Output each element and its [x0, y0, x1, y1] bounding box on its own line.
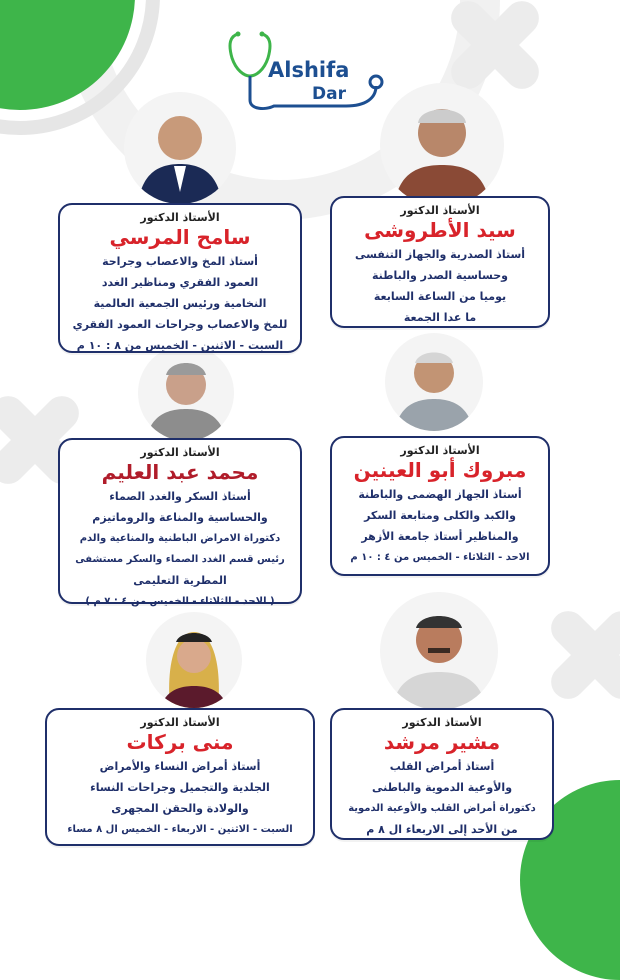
doctor-info-line: المطرية التعليمى — [133, 574, 227, 587]
doctor-title: الأستاذ الدكتور — [400, 444, 480, 457]
doctor-photo — [385, 333, 483, 431]
doctor-info-line: وحساسية الصدر والباطنة — [371, 269, 509, 282]
doctor-card — [45, 708, 315, 846]
doctor-info-line: أستاذ الصدرية والجهاز التنفسى — [354, 248, 526, 261]
doctor-schedule: من الأحد إلى الاربعاء ال ٨ م — [366, 823, 518, 836]
doctor-info-line: أستاذ أمراض النساء والأمراض — [99, 760, 261, 773]
doctor-photo — [380, 83, 504, 207]
doctor-info-line: والولادة والحقن المجهرى — [111, 802, 249, 815]
doctor-info-line: أستاذ المخ والاعصاب وجراحة — [102, 255, 258, 268]
doctor-name: سامح المرسي — [109, 225, 251, 249]
doctor-info-line: والحساسية والمناعة والروماتيزم — [92, 511, 268, 524]
doctor-schedule: السبت - الاثنين - الخميس من ٨ : ١٠ م — [76, 339, 284, 352]
doctor-info-line: والكبد والكلى ومتابعة السكر — [364, 509, 516, 522]
doctor-info-line: رئيس قسم الغدد الصماء والسكر مستشفى — [75, 554, 285, 565]
doctor-info-line: النخامية ورئيس الجمعية العالمية — [93, 297, 267, 310]
doctor-name: محمد عبد العليم — [101, 460, 259, 484]
doctor-card — [330, 708, 554, 840]
doctor-card — [330, 196, 550, 328]
doctor-title: الأستاذ الدكتور — [400, 204, 480, 217]
doctor-title: الأستاذ الدكتور — [140, 211, 220, 224]
doctor-name: مشير مرشد — [383, 730, 501, 754]
doctor-schedule: ( الاحد - الثلاثاء - الخميس من ٤ : ٧ م ) — [85, 596, 275, 607]
doctor-info-line: العمود الفقري ومناظير الغدد — [101, 276, 259, 289]
doctor-info-line: والمناظير أستاذ جامعة الأزهر — [361, 530, 519, 543]
doctor-info-line: أستاذ السكر والغدد الصماء — [109, 490, 251, 503]
doctor-photo — [146, 612, 242, 708]
doctor-info-line: أستاذ الجهاز الهضمى والباطنة — [358, 488, 522, 501]
doctor-name: سيد الأطروشى — [364, 218, 516, 242]
doctor-photo — [138, 345, 234, 441]
doctor-info-line: دكتوراة أمراض القلب والأوعية الدموية — [348, 803, 536, 814]
doctor-title: الأستاذ الدكتور — [140, 446, 220, 459]
doctor-card — [58, 203, 302, 353]
doctor-schedule: الاحد - الثلاثاء - الخميس من ٤ : ١٠ م — [350, 552, 530, 563]
doctor-title: الأستاذ الدكتور — [402, 716, 482, 729]
doctor-schedule: السبت - الاثنين - الاربعاء - الخميس ال ٨ مساء — [67, 824, 293, 835]
brand-name-line1: Alshifa — [268, 58, 350, 82]
doctor-card — [58, 438, 302, 607]
brand-logo — [226, 30, 386, 112]
doctor-info-line: يوميا من الساعة السابعة — [373, 290, 507, 303]
doctor-info-line: الجلدية والتجميل وجراحات النساء — [90, 781, 270, 794]
doctor-info-line: أستاذ أمراض القلب — [389, 760, 495, 773]
doctor-info-line: والأوعية الدموية والباطنى — [371, 781, 513, 794]
doctor-name: منى بركات — [126, 730, 234, 754]
doctor-photo — [380, 592, 498, 710]
medical-cross-icon — [540, 600, 620, 710]
brand-name-line2: Dar — [312, 84, 346, 104]
doctor-card — [330, 436, 550, 576]
doctor-schedule: ما عدا الجمعة — [403, 311, 477, 324]
doctor-info-line: للمخ والاعصاب وجراحات العمود الفقري — [72, 318, 288, 331]
doctor-info-line: دكتوراة الامراض الباطنية والمناعية والدم — [79, 533, 281, 544]
doctor-title: الأستاذ الدكتور — [140, 716, 220, 729]
doctor-photo — [124, 92, 236, 204]
doctor-name: مبروك أبو العينين — [353, 458, 527, 482]
